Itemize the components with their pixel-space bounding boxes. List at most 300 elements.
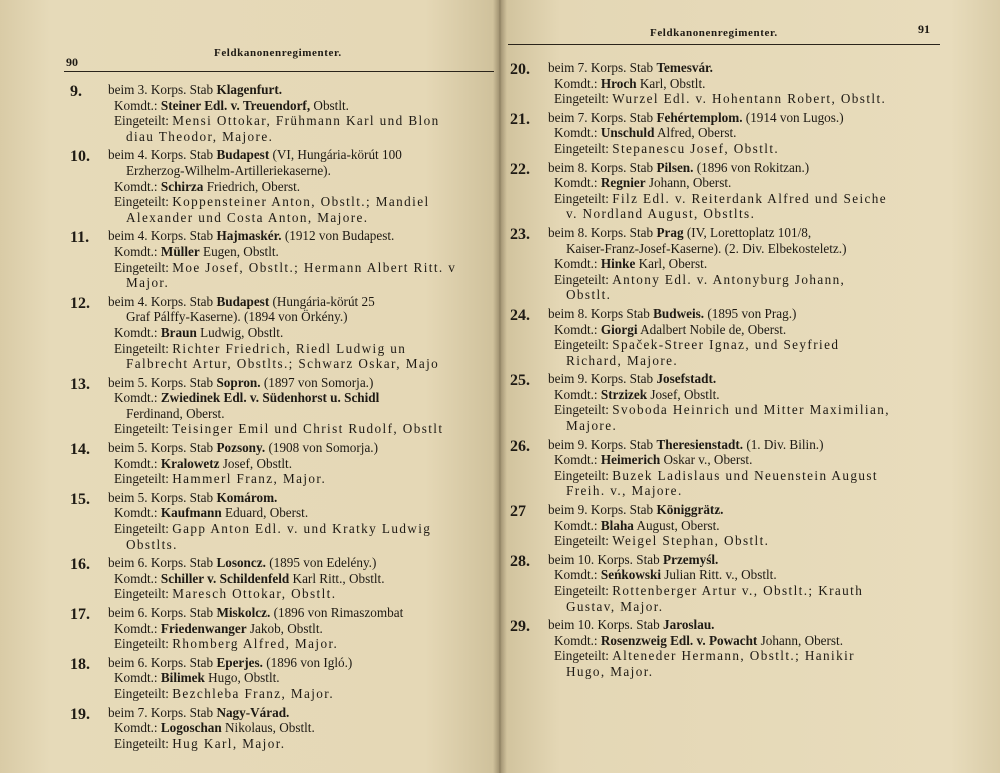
station-continuation: Erzherzog-Wilhelm-Artilleriekaserne). — [126, 162, 331, 178]
commander-line — [548, 256, 990, 272]
station-city: Jaroslau. — [663, 617, 715, 633]
station-note: (IV, Lorettoplatz 101/8, — [683, 224, 812, 240]
commander-line — [108, 720, 500, 736]
commander-line — [548, 175, 990, 191]
assigned-names: Rhomberg Alfred, Major. — [172, 636, 339, 652]
assigned-names: Maresch Ottokar, Obstlt. — [172, 586, 337, 602]
commander-line — [548, 322, 990, 338]
station-city: Przemyśl. — [663, 551, 719, 567]
station-city: Klagenfurt. — [216, 82, 283, 97]
commander-name: Friedenwanger — [160, 620, 247, 636]
commander-rank: Hugo, Obstlt. — [204, 670, 280, 686]
assigned-names: Buzek Ladislaus und Neuenstein August — [612, 467, 878, 483]
commander-name: Logoschan — [160, 720, 222, 736]
entry-number: 14. — [70, 441, 90, 459]
commander-line — [548, 452, 990, 468]
assigned-label: Eingeteilt: — [114, 586, 173, 602]
assigned-label: Eingeteilt: — [114, 421, 173, 437]
entry-body — [548, 552, 990, 614]
commander-name: Regnier — [600, 175, 646, 191]
assigned-line — [548, 583, 990, 599]
entry-number: 11. — [70, 229, 90, 247]
commander-line — [548, 76, 990, 92]
station-city: Budweis. — [653, 305, 705, 321]
station-city: Prag — [656, 224, 684, 240]
entry-number: 23. — [510, 225, 530, 243]
running-header: Feldkanonenregimenter. — [650, 27, 778, 39]
commander-name: Unschuld — [600, 125, 655, 141]
commander-label: Komdt.: — [554, 386, 601, 402]
assigned-line — [108, 736, 500, 752]
assigned-continuation: Major. — [126, 275, 170, 291]
commander-rank: Eduard, Oberst. — [221, 505, 309, 521]
station-continuation: Kaiser-Franz-Josef-Kaserne). (2. Div. Elbekosteletz.) — [566, 240, 847, 256]
regiment-entry — [510, 552, 990, 614]
entry-body — [108, 294, 500, 372]
entry-body — [108, 555, 500, 602]
commander-line — [548, 518, 990, 534]
commander-label: Komdt.: — [554, 567, 601, 583]
assigned-names: Mensi Ottokar, Frühmann Karl und Blon — [172, 113, 440, 129]
station-line — [108, 82, 500, 98]
regiment-entry — [510, 110, 990, 157]
assigned-label: Eingeteilt: — [114, 259, 173, 275]
assigned-names: Hammerl Franz, Major. — [172, 471, 327, 487]
regiment-entry — [70, 490, 500, 552]
assigned-label: Eingeteilt: — [554, 648, 613, 664]
commander-continuation: Ferdinand, Oberst. — [126, 405, 225, 421]
regiment-entry — [510, 60, 990, 107]
entry-body — [108, 705, 500, 752]
station-note: (1896 von Rimaszombat — [270, 605, 404, 620]
assigned-names: Koppensteiner Anton, Obstlt.; Mandiel — [172, 194, 430, 210]
commander-line — [108, 505, 500, 521]
entry-number: 27 — [510, 503, 526, 521]
entry-body — [548, 60, 990, 107]
assigned-names: Bezchleba Franz, Major. — [172, 685, 335, 701]
station-note: (1908 von Somorja.) — [265, 440, 378, 456]
station-note: (1895 von Prag.) — [704, 305, 797, 321]
regiment-entry — [70, 705, 500, 752]
assigned-names: Svoboda Heinrich und Mitter Maximilian, — [612, 402, 890, 418]
assigned-label: Eingeteilt: — [554, 91, 613, 107]
station-city: Budapest — [216, 293, 270, 309]
commander-label: Komdt.: — [554, 321, 601, 337]
assigned-line — [548, 337, 990, 353]
commander-rank: Karl, Oberst. — [635, 256, 708, 272]
commander-name: Giorgi — [600, 321, 638, 337]
station-note: (1896 von Igló.) — [262, 654, 353, 670]
entry-body — [548, 437, 990, 499]
station-line — [108, 555, 500, 571]
station-note: (Hungária-körút 25 — [269, 293, 375, 309]
commander-label: Komdt.: — [554, 175, 601, 191]
entry-number: 16. — [70, 556, 90, 574]
assigned-names: Teisinger Emil und Christ Rudolf, Obstlt — [172, 421, 444, 437]
header-rule — [508, 44, 940, 45]
assigned-line — [548, 402, 990, 418]
station-text: beim 8. Korps. Stab — [548, 224, 657, 240]
commander-name: Schirza — [160, 178, 204, 194]
commander-name: Zwiedinek Edl. v. Südenhorst u. Schidl — [160, 390, 380, 406]
station-line — [108, 440, 500, 456]
regiment-entry — [510, 160, 990, 222]
station-line — [108, 490, 500, 506]
station-text: beim 9. Korps. Stab — [548, 371, 657, 387]
assigned-line — [108, 586, 500, 602]
station-city: Budapest — [216, 147, 270, 163]
entry-number: 24. — [510, 306, 530, 324]
assigned-continuation: diau Theodor, Majore. — [126, 128, 274, 144]
commander-rank: Adalbert Nobile de, Oberst. — [637, 321, 787, 337]
assigned-label: Eingeteilt: — [554, 337, 613, 353]
entry-body — [548, 502, 990, 549]
commander-line — [108, 98, 500, 114]
station-city: Temesvár. — [656, 60, 713, 75]
commander-name: Rosenzweig Edl. v. Powacht — [600, 632, 758, 648]
assigned-line — [548, 648, 990, 664]
commander-rank: Josef, Obstlt. — [219, 455, 293, 471]
regiment-entry — [70, 82, 500, 144]
station-text: beim 5. Korps. Stab — [108, 489, 217, 505]
commander-name: Kaufmann — [160, 505, 222, 521]
regiment-entry — [510, 306, 990, 368]
commander-rank: Josef, Obstlt. — [647, 386, 720, 402]
station-line — [548, 437, 990, 453]
station-note: (1896 von Rokitzan.) — [693, 159, 810, 175]
regiment-entry — [70, 147, 500, 225]
entry-body — [108, 82, 500, 144]
assigned-names: Weigel Stephan, Obstlt. — [612, 533, 770, 549]
commander-line — [108, 244, 500, 260]
assigned-names: Alteneder Hermann, Obstlt.; Hanikir — [612, 648, 855, 664]
commander-rank: Obstlt. — [310, 97, 349, 113]
assigned-label: Eingeteilt: — [114, 340, 173, 356]
station-continuation: Graf Pálffy-Kaserne). (1894 von Örkény.) — [126, 309, 348, 325]
assigned-continuation: Gustav, Major. — [566, 598, 664, 614]
station-text: beim 9. Korps. Stab — [548, 436, 657, 452]
regiment-entry — [510, 225, 990, 303]
entry-body — [108, 490, 500, 552]
entry-body — [548, 617, 990, 679]
station-line — [108, 375, 500, 391]
assigned-continuation: Freih. v., Majore. — [566, 483, 683, 499]
assigned-line — [108, 113, 500, 129]
station-text: beim 8. Korps Stab — [548, 305, 654, 321]
assigned-continuation: Alexander und Costa Anton, Majore. — [126, 209, 369, 225]
assigned-line — [108, 421, 500, 437]
commander-rank: August, Oberst. — [633, 517, 720, 533]
station-text: beim 3. Korps. Stab — [108, 82, 217, 97]
station-city: Losoncz. — [216, 555, 266, 571]
commander-label: Komdt.: — [114, 243, 161, 259]
assigned-label: Eingeteilt: — [554, 271, 613, 287]
commander-name: Steiner Edl. v. Treuendorf, — [160, 97, 311, 113]
station-line — [108, 147, 500, 163]
assigned-label: Eingeteilt: — [114, 685, 173, 701]
assigned-line — [108, 686, 500, 702]
regiment-entry — [70, 294, 500, 372]
station-line — [108, 705, 500, 721]
station-text: beim 5. Korps. Stab — [108, 440, 217, 456]
station-text: beim 10. Korps. Stab — [548, 617, 664, 633]
book-gutter — [493, 0, 507, 773]
station-note: (1. Div. Bilin.) — [743, 436, 824, 452]
regiment-entry — [510, 371, 990, 433]
commander-line — [108, 456, 500, 472]
commander-label: Komdt.: — [114, 570, 161, 586]
entry-number: 17. — [70, 606, 90, 623]
commander-line — [548, 633, 990, 649]
entry-body — [108, 147, 500, 225]
commander-name: Strzizek — [600, 386, 648, 402]
assigned-label: Eingeteilt: — [114, 636, 173, 652]
commander-line — [548, 125, 990, 141]
commander-line — [108, 571, 500, 587]
assigned-label: Eingeteilt: — [554, 140, 613, 156]
station-text: beim 4. Korps. Stab — [108, 293, 217, 309]
commander-name: Schiller v. Schildenfeld — [160, 570, 290, 586]
station-text: beim 7. Korps. Stab — [548, 60, 657, 75]
assigned-names: Filz Edl. v. Reiterdank Alfred und Seiche — [612, 190, 888, 206]
station-text: beim 6. Korps. Stab — [108, 555, 217, 571]
regiment-entry — [70, 555, 500, 602]
station-city: Fehértemplom. — [656, 109, 743, 125]
assigned-names: Hug Karl, Major. — [172, 735, 286, 751]
station-note: (1897 von Somorja.) — [260, 374, 374, 390]
commander-label: Komdt.: — [114, 670, 161, 686]
assigned-line — [108, 194, 500, 210]
station-line — [548, 225, 990, 241]
commander-line — [108, 179, 500, 195]
commander-name: Heimerich — [600, 452, 661, 468]
assigned-line — [108, 471, 500, 487]
entry-body — [108, 228, 500, 290]
entry-body — [548, 110, 990, 157]
entry-body — [548, 306, 990, 368]
commander-label: Komdt.: — [554, 517, 601, 533]
commander-line — [108, 325, 500, 341]
assigned-line — [548, 272, 990, 288]
entry-body — [548, 225, 990, 303]
assigned-names: Spaček-Streer Ignaz, und Seyfried — [612, 337, 840, 353]
station-city: Theresienstadt. — [656, 436, 744, 452]
regiment-entry — [70, 228, 500, 290]
commander-rank: Alfred, Oberst. — [654, 125, 737, 141]
page-number: 91 — [918, 22, 930, 36]
station-text: beim 7. Korps. Stab — [548, 109, 657, 125]
right-page — [500, 0, 1000, 773]
station-note: (1914 von Lugos.) — [742, 109, 844, 125]
assigned-line — [108, 521, 500, 537]
assigned-line — [108, 260, 500, 276]
commander-rank: Karl, Obstlt. — [636, 75, 706, 91]
entry-number: 28. — [510, 552, 530, 570]
station-text: beim 4. Korps. Stab — [108, 228, 217, 244]
station-city: Eperjes. — [216, 654, 263, 670]
assigned-names: Stepanescu Josef, Obstlt. — [612, 140, 780, 156]
station-city: Miskolcz. — [216, 605, 271, 620]
station-line — [548, 371, 990, 387]
header-rule — [64, 71, 494, 72]
assigned-continuation: v. Nordland August, Obstlts. — [566, 206, 756, 222]
entry-body — [548, 160, 990, 222]
station-line — [108, 294, 500, 310]
commander-line — [548, 567, 990, 583]
station-text: beim 6. Korps. Stab — [108, 654, 217, 670]
assigned-names: Wurzel Edl. v. Hohentann Robert, Obstlt. — [612, 91, 887, 107]
commander-name: Hroch — [600, 75, 637, 91]
commander-label: Komdt.: — [554, 452, 601, 468]
commander-label: Komdt.: — [114, 720, 161, 736]
entry-number: 10. — [70, 148, 90, 166]
assigned-label: Eingeteilt: — [554, 467, 613, 483]
entry-number: 25. — [510, 372, 530, 390]
entry-body — [108, 440, 500, 487]
station-text: beim 7. Korps. Stab — [108, 704, 217, 720]
commander-name: Bilimek — [160, 670, 205, 686]
station-line — [548, 110, 990, 126]
regiment-entry — [70, 605, 500, 652]
station-text: beim 6. Korps. Stab — [108, 605, 217, 620]
commander-rank: Nikolaus, Obstlt. — [221, 720, 315, 736]
regiment-entry — [70, 440, 500, 487]
station-city: Pozsony. — [216, 440, 266, 456]
commander-rank: Jakob, Obstlt. — [246, 620, 323, 636]
assigned-continuation: Obstlt. — [566, 287, 612, 303]
assigned-label: Eingeteilt: — [114, 471, 173, 487]
entry-body — [548, 371, 990, 433]
assigned-continuation: Majore. — [566, 418, 618, 434]
assigned-label: Eingeteilt: — [114, 113, 173, 129]
station-line — [548, 306, 990, 322]
entry-number: 12. — [70, 294, 90, 312]
commander-name: Kralowetz — [160, 455, 220, 471]
station-text: beim 4. Korps. Stab — [108, 147, 217, 163]
commander-name: Hinke — [600, 256, 636, 272]
assigned-label: Eingeteilt: — [554, 533, 613, 549]
assigned-continuation: Falbrecht Artur, Obstlts.; Schwarz Oskar, Majo — [126, 356, 440, 372]
assigned-line — [548, 191, 990, 207]
station-line — [548, 552, 990, 568]
assigned-label: Eingeteilt: — [554, 583, 613, 598]
assigned-continuation: Obstlts. — [126, 536, 178, 552]
entry-body — [108, 655, 500, 702]
station-line — [108, 605, 500, 621]
assigned-line — [548, 141, 990, 157]
commander-rank: Johann, Oberst. — [757, 632, 844, 648]
assigned-names: Rottenberger Artur v., Obstlt.; Krauth — [612, 583, 864, 598]
station-city: Josefstadt. — [656, 371, 717, 387]
commander-rank: Julian Ritt. v., Obstlt. — [661, 567, 777, 583]
regiment-entry — [70, 655, 500, 702]
entry-number: 21. — [510, 110, 530, 128]
commander-line — [548, 387, 990, 403]
regiment-entry — [510, 617, 990, 679]
commander-label: Komdt.: — [554, 256, 601, 272]
entry-number: 26. — [510, 437, 530, 455]
commander-line — [108, 621, 500, 637]
station-line — [548, 60, 990, 76]
assigned-continuation: Richard, Majore. — [566, 352, 679, 368]
commander-line — [108, 670, 500, 686]
entry-number: 22. — [510, 160, 530, 178]
station-note: (VI, Hungária-körút 100 — [269, 147, 402, 163]
assigned-line — [108, 341, 500, 357]
assigned-label: Eingeteilt: — [114, 735, 173, 751]
running-header: Feldkanonenregimenter. — [214, 47, 342, 59]
entry-body — [108, 605, 500, 652]
commander-rank: Ludwig, Obstlt. — [196, 324, 284, 340]
commander-rank: Karl Ritt., Obstlt. — [289, 570, 385, 586]
station-text: beim 5. Korps. Stab — [108, 374, 217, 390]
assigned-label: Eingeteilt: — [554, 190, 613, 206]
commander-label: Komdt.: — [114, 505, 161, 521]
entry-number: 9. — [70, 83, 82, 100]
commander-label: Komdt.: — [554, 125, 601, 141]
station-city: Komárom. — [216, 489, 278, 505]
commander-label: Komdt.: — [114, 97, 161, 113]
station-city: Pilsen. — [656, 159, 694, 175]
regiment-entry — [510, 502, 990, 549]
entry-number: 19. — [70, 705, 90, 723]
station-text: beim 8. Korps. Stab — [548, 159, 657, 175]
commander-line — [108, 390, 500, 406]
entry-number: 18. — [70, 655, 90, 673]
commander-rank: Oskar v., Oberst. — [660, 452, 753, 468]
assigned-names: Moe Josef, Obstlt.; Hermann Albert Ritt. v — [172, 259, 457, 275]
station-city: Königgrätz. — [656, 502, 724, 518]
assigned-line — [548, 91, 990, 107]
station-text: beim 10. Korps. Stab — [548, 551, 664, 567]
entry-number: 15. — [70, 490, 90, 508]
station-city: Sopron. — [216, 374, 261, 390]
assigned-continuation: Hugo, Major. — [566, 663, 654, 679]
entry-list — [70, 82, 500, 754]
entry-number: 20. — [510, 61, 530, 78]
station-line — [548, 617, 990, 633]
commander-name: Braun — [160, 324, 197, 340]
assigned-names: Antony Edl. v. Antonyburg Johann, — [612, 271, 846, 287]
commander-name: Blaha — [600, 517, 634, 533]
station-line — [548, 502, 990, 518]
entry-body — [108, 375, 500, 437]
assigned-line — [108, 636, 500, 652]
regiment-entry — [510, 437, 990, 499]
commander-name: Seńkowski — [600, 567, 661, 583]
assigned-label: Eingeteilt: — [114, 194, 173, 210]
assigned-line — [548, 533, 990, 549]
assigned-names: Richter Friedrich, Riedl Ludwig un — [172, 340, 407, 356]
assigned-names: Gapp Anton Edl. v. und Kratky Ludwig — [172, 521, 432, 537]
commander-name: Müller — [160, 243, 200, 259]
commander-label: Komdt.: — [114, 324, 161, 340]
commander-rank: Johann, Oberst. — [645, 175, 732, 191]
commander-label: Komdt.: — [554, 632, 601, 648]
station-note: (1912 von Budapest. — [281, 228, 395, 244]
commander-rank: Friedrich, Oberst. — [203, 178, 301, 194]
assigned-line — [548, 468, 990, 484]
station-note: (1895 von Edelény.) — [265, 555, 377, 571]
station-city: Hajmaskér. — [216, 228, 282, 244]
assigned-label: Eingeteilt: — [554, 402, 613, 418]
station-line — [108, 655, 500, 671]
entry-number: 29. — [510, 618, 530, 636]
station-line — [108, 228, 500, 244]
station-city: Nagy-Várad. — [216, 704, 290, 720]
commander-rank: Eugen, Obstlt. — [199, 243, 279, 259]
entry-number: 13. — [70, 375, 90, 393]
